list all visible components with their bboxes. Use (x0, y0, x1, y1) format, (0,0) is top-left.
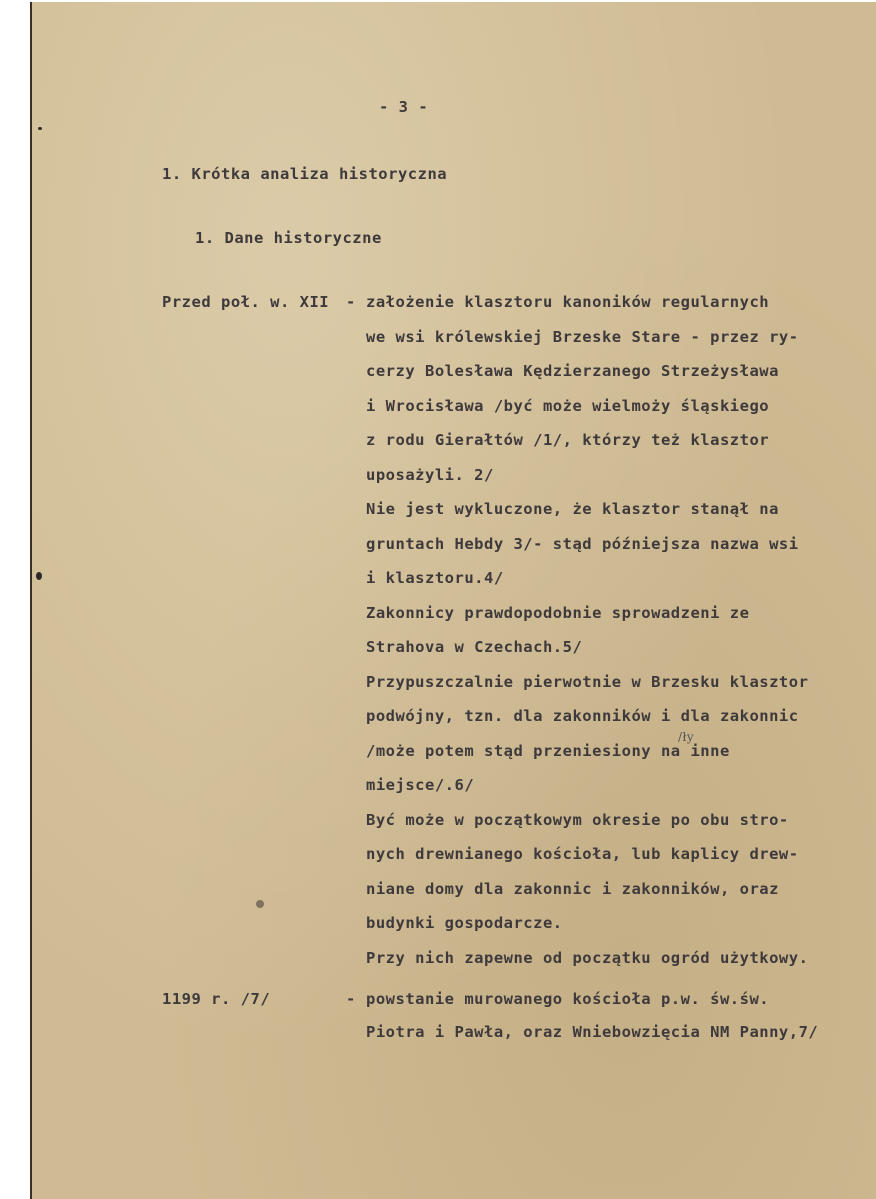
speck (256, 900, 264, 908)
document-page (30, 2, 876, 1199)
entry-date: Przed poł. w. XII (162, 293, 330, 311)
entry-dash: - (346, 293, 356, 311)
text-line: gruntach Hebdy 3/- stąd późniejsza nazwa wsi (366, 534, 799, 553)
entry-dash: - (346, 990, 356, 1008)
text-line: Być może w początkowym okresie po obu stro- (366, 810, 789, 829)
speck (36, 572, 42, 580)
text-line: założenie klasztoru kanoników regularnych (366, 293, 770, 311)
text-line: Zakonnicy prawdopodobnie sprowadzeni ze (366, 603, 750, 622)
entry-date: 1199 r. /7/ (162, 990, 271, 1008)
text-line: z rodu Gierałtów /1/, którzy też klasztor (366, 431, 770, 449)
text-line: nych drewnianego kościoła, lub kaplicy drew- (366, 845, 799, 863)
text-line: budynki gospodarcze. (366, 914, 563, 932)
text-line: uposażyli. 2/ (366, 465, 494, 484)
page-number: - 3 - (379, 98, 429, 116)
text-line: i klasztoru.4/ (366, 569, 504, 587)
text-line: Piotra i Pawła, oraz Wniebowzięcia NM Panny,7/ (366, 1023, 819, 1041)
section-heading: 1. Krótka analiza historyczna (162, 165, 448, 183)
text-line: cerzy Bolesława Kędzierzanego Strzeżysława (366, 362, 779, 380)
subsection-heading: 1. Dane historyczne (195, 229, 382, 247)
speck (38, 127, 42, 130)
text-line: miejsce/.6/ (366, 776, 475, 794)
text-line: Nie jest wykluczone, że klasztor stanął na (366, 500, 779, 518)
text-line: podwójny, tzn. dla zakonników i dla zakonnic (366, 707, 799, 725)
text-line: Przypuszczalnie pierwotnie w Brzesku klasztor (366, 672, 809, 691)
text-line: powstanie murowanego kościoła p.w. św.św. (366, 990, 770, 1008)
text-line: Strahova w Czechach.5/ (366, 638, 583, 656)
text-line: /może potem stąd przeniesiony na inne (366, 741, 730, 760)
handwritten-insertion: /ły (678, 730, 695, 744)
text-line: we wsi królewskiej Brzeske Stare - przez ry- (366, 327, 799, 346)
text-line: i Wrocisława /być może wielmoży śląskiego (366, 396, 770, 415)
text-line: Przy nich zapewne od początku ogród użytkowy. (366, 948, 809, 967)
text-line: niane domy dla zakonnic i zakonników, oraz (366, 879, 779, 898)
